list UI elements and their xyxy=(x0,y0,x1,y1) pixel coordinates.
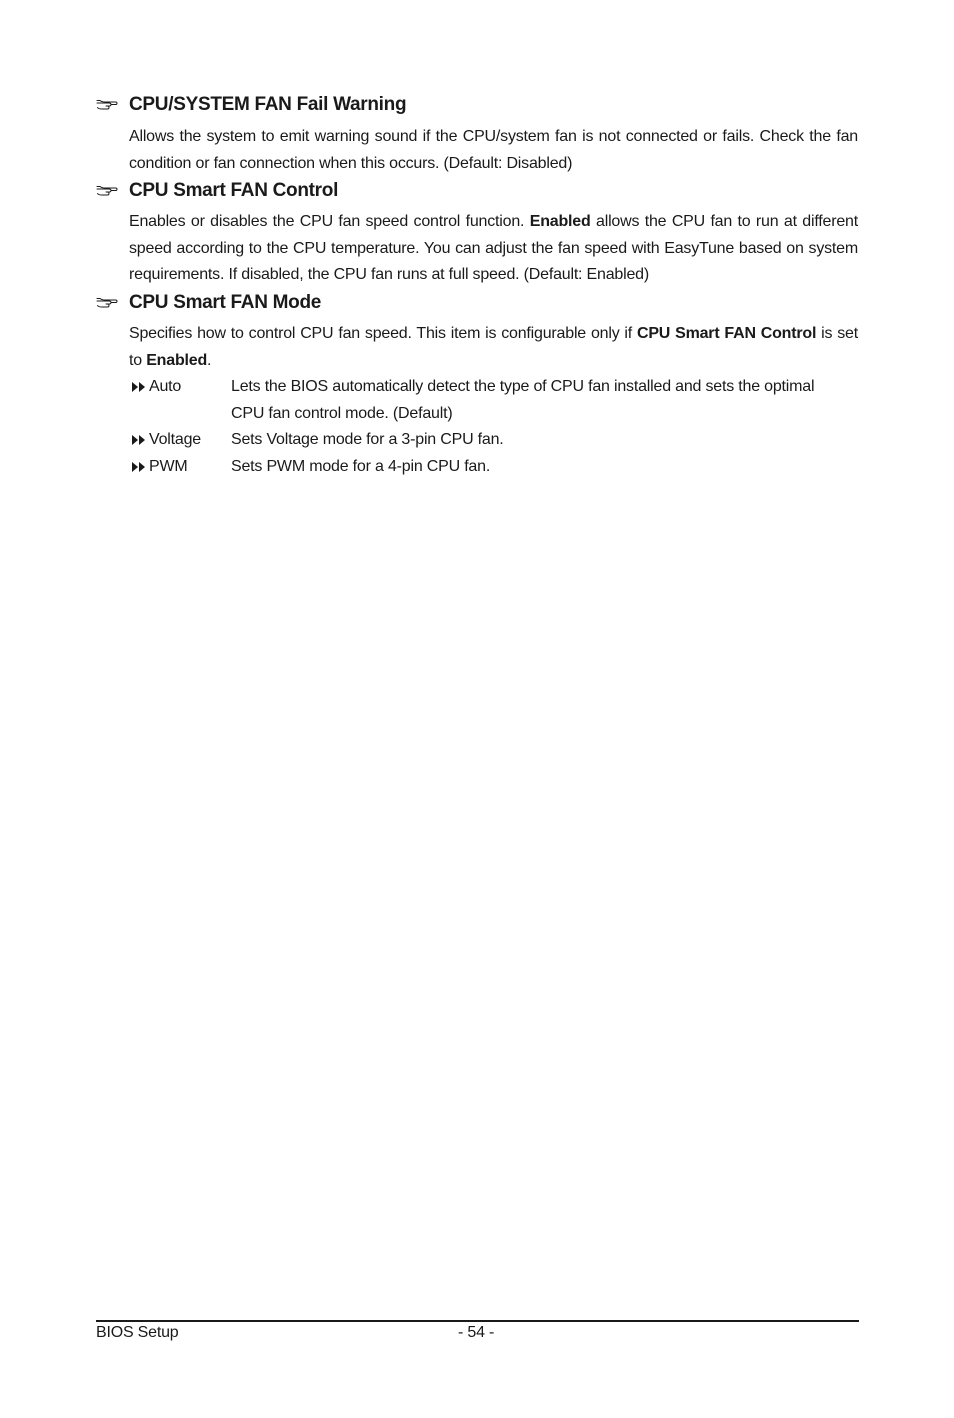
option-description: Lets the BIOS automatically detect the type of CPU fan installed and sets the optimal CPU fan control mode. (Default) xyxy=(231,378,815,422)
description-bold: Enabled xyxy=(146,351,208,369)
description-text: allows the CPU fan to run at different speed according to the CPU temperature. You can adjust the fan speed with EasyTune based on system requirements. If disabled, the CPU fan runs at full speed. (Default: Enabled) xyxy=(129,213,858,283)
description-bold: CPU Smart FAN Control xyxy=(636,325,817,342)
section-description xyxy=(129,209,858,289)
option-description: Sets Voltage mode for a 3-pin CPU fan. xyxy=(231,431,504,448)
description-text: is set to xyxy=(129,325,858,369)
double-arrow-right-icon xyxy=(131,461,146,473)
section-fan-fail-warning xyxy=(96,92,858,177)
page-number: - 54 - xyxy=(458,1324,495,1341)
double-arrow-right-icon xyxy=(131,434,146,446)
section-heading xyxy=(96,92,858,118)
double-arrow-right-icon xyxy=(131,381,146,393)
section-description xyxy=(129,321,858,374)
description-text: Enables or disables the CPU fan speed control function. xyxy=(129,213,530,230)
option-item-auto xyxy=(129,374,858,427)
section-heading xyxy=(96,178,858,204)
section-title: CPU Smart FAN Mode xyxy=(129,292,322,313)
section-heading xyxy=(96,290,858,316)
footer-section-name: BIOS Setup xyxy=(96,1324,179,1341)
section-title: CPU Smart FAN Control xyxy=(129,180,339,201)
option-item-voltage xyxy=(129,427,858,454)
description-text: Specifies how to control CPU fan speed. This item is configurable only if xyxy=(129,325,637,342)
option-item-pwm xyxy=(129,454,858,481)
option-label: Auto xyxy=(149,378,182,395)
section-description: Allows the system to emit warning sound if the CPU/system fan is not connected or fails. Check the fan condition or fan connection when this occurs. (Default: Disabled) xyxy=(129,128,858,172)
pointing-hand-icon xyxy=(96,98,118,112)
description-text: . xyxy=(207,351,212,369)
section-title: CPU/SYSTEM FAN Fail Warning xyxy=(129,94,407,115)
pointing-hand-icon xyxy=(96,296,118,310)
section-smart-fan-mode xyxy=(96,290,858,480)
section-smart-fan-control xyxy=(96,178,858,289)
pointing-hand-icon xyxy=(96,184,118,198)
option-description: Sets PWM mode for a 4-pin CPU fan. xyxy=(231,457,491,475)
option-label: PWM xyxy=(149,457,188,475)
option-label: Voltage xyxy=(149,431,201,448)
description-bold: Enabled xyxy=(529,213,591,230)
